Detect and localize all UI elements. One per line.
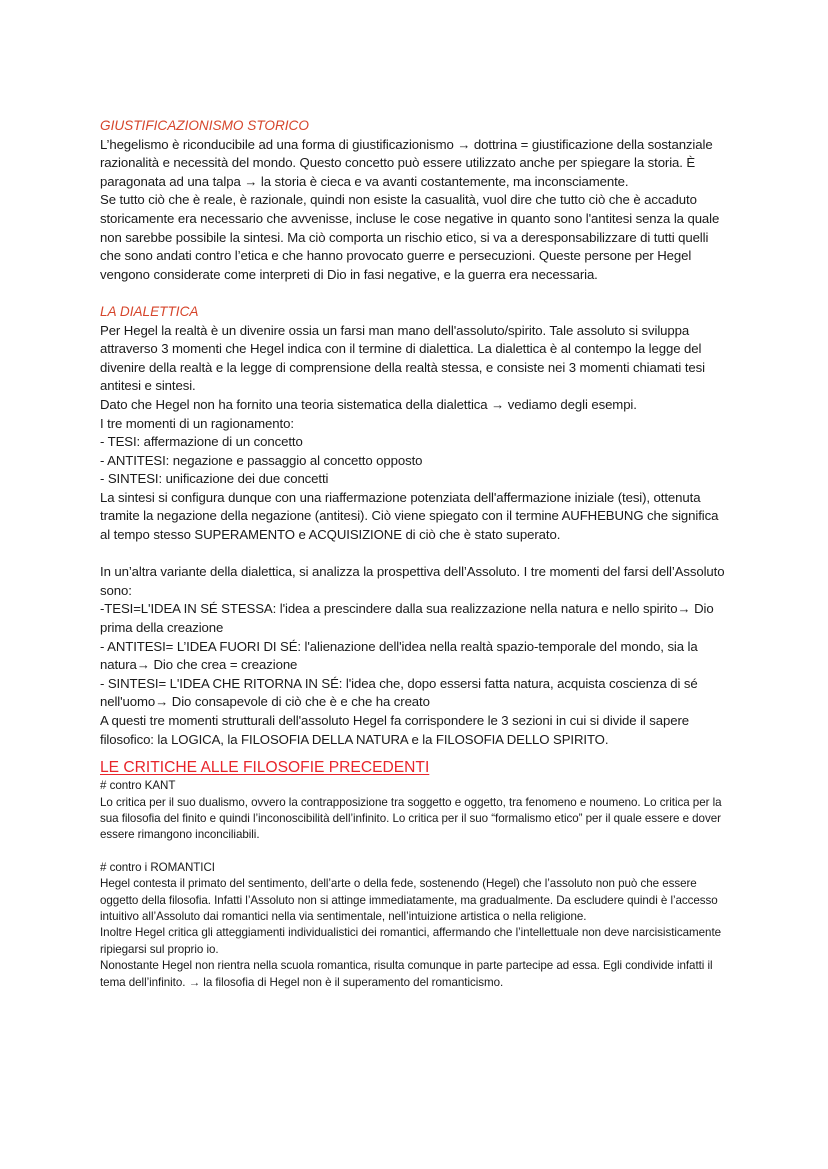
paragraph: Hegel contesta il primato del sentimento, dell’arte o della fede, sostenendo (Hegel) che l’assoluto non può che essere oggetto della filosofia. Infatti l’Assoluto non si attinge immediatamente, ma gradualmente. Da escludere quindi è l’accesso intuitivo all’Assoluto dai romantici nella via sentimentale, nell’intuizione artistica o nella religione. <box>100 877 718 924</box>
list-item-sintesi: - SINTESI: unificazione dei due concetti <box>100 471 329 487</box>
paragraph: Nonostante Hegel non rientra nella scuola romantica, risulta comunque in parte partecipe ad essa. Egli condivide infatti il tema dell’infinito. → la filosofia di Hegel non è il superamento del romanticismo. <box>100 959 713 989</box>
list-item-sintesi-assoluto: - SINTESI= L'IDEA CHE RITORNA IN SÉ: l'idea che, dopo essersi fatta natura, acquista coscienza di sé nell'uomo→ Dio consapevole di ciò che è e che ha creato <box>100 675 698 710</box>
spacer <box>100 844 730 860</box>
paragraph: Per Hegel la realtà è un divenire ossia un farsi man mano dell'assoluto/spirito. Tale assoluto si sviluppa attraverso 3 momenti che Hegel indica con il termine di dialettica. La dialettica è al contempo la legge del divenire della realtà e la legge di comprensione della realtà stessa, e consiste nei 3 momenti chiamati tesi antitesi e sintesi. <box>100 322 705 394</box>
paragraph: Dato che Hegel non ha fornito una teoria sistematica della dialettica → vediamo degli esempi. <box>100 396 637 412</box>
spacer <box>100 545 730 564</box>
heading-giustificazionismo-storico: GIUSTIFICAZIONISMO STORICO <box>100 118 309 133</box>
list-item-antitesi-assoluto: - ANTITESI= L’IDEA FUORI DI SÉ: l'alienazione dell'idea nella realtà spazio-temporale del mondo, sia la natura→ Dio che crea = creazione <box>100 638 698 673</box>
list-item-tesi-assoluto: -TESI=L'IDEA IN SÉ STESSA: l'idea a prescindere dalla sua realizzazione nella natura e nello spirito→ Dio prima della creazione <box>100 601 714 636</box>
paragraph: Inoltre Hegel critica gli atteggiamenti individualistici dei romantici, affermando che l’intellettuale non deve narcisisticamente ripiegarsi sul proprio io. <box>100 926 722 956</box>
document-page <box>100 117 730 991</box>
list-item-antitesi: - ANTITESI: negazione e passaggio al concetto opposto <box>100 452 423 468</box>
paragraph: In un’altra variante della dialettica, si analizza la prospettiva dell’Assoluto. I tre momenti del farsi dell’Assoluto sono: <box>100 564 725 598</box>
paragraph: A questi tre momenti strutturali dell'assoluto Hegel fa corrispondere le 3 sezioni in cui si divide il sapere filosofico: la LOGICA, la FILOSOFIA DELLA NATURA e la FILOSOFIA DELLO SPIRITO. <box>100 713 690 747</box>
paragraph: L’hegelismo è riconducibile ad una forma di giustificazionismo → dottrina = giustificazione della sostanziale razionalità e necessità del mondo. Questo concetto può essere utilizzato anche per spiegare la storia. È paragonata ad una talpa → la storia è cieca e va avanti costantemente, ma inconsciamente. <box>100 136 713 189</box>
paragraph: La sintesi si configura dunque con una riaffermazione potenziata dell'affermazione iniziale (tesi), ottenuta tramite la negazione della negazione (antitesi). Ciò viene spiegato con il termine AUFHEBUNG che significa al tempo stesso SUPERAMENTO e ACQUISIZIONE di ciò che è stato superato. <box>100 489 719 543</box>
list-intro: I tre momenti di un ragionamento: <box>100 415 294 431</box>
paragraph: Se tutto ciò che è reale, è razionale, quindi non esiste la casualità, vuol dire che tutto ciò che è accaduto storicamente era necessario che avvenisse, incluse le cose negative in quanto sono l'antitesi senza la quale non sarebbe possibile la sintesi. Ma ciò comporta un rischio etico, si va a deresponsabilizzare di tutti quelli che sono andati contro l’etica e che hanno provocato guerre e persecuzioni. Queste persone per Hegel vengono considerate come interpreti di Dio in fasi negative, e la guerra era necessaria. <box>100 192 720 282</box>
paragraph: Lo critica per il suo dualismo, ovvero la contrapposizione tra soggetto e oggetto, tra fenomeno e noumeno. Lo critica per la sua filosofia del finito e quindi l’inconoscibilità dell’infinito. Lo critica per il suo “formalismo etico” per il quale essere e dover essere rimangono inconciliabili. <box>100 795 722 842</box>
subheading-contro-kant: # contro KANT <box>100 779 176 793</box>
heading-la-dialettica: LA DIALETTICA <box>100 303 199 319</box>
spacer <box>100 284 730 303</box>
heading-le-critiche: LE CRITICHE ALLE FILOSOFIE PRECEDENTI <box>100 759 430 777</box>
spacer <box>100 749 730 758</box>
list-item-tesi: - TESI: affermazione di un concetto <box>100 434 303 450</box>
subheading-contro-romantici: # contro i ROMANTICI <box>100 860 215 874</box>
